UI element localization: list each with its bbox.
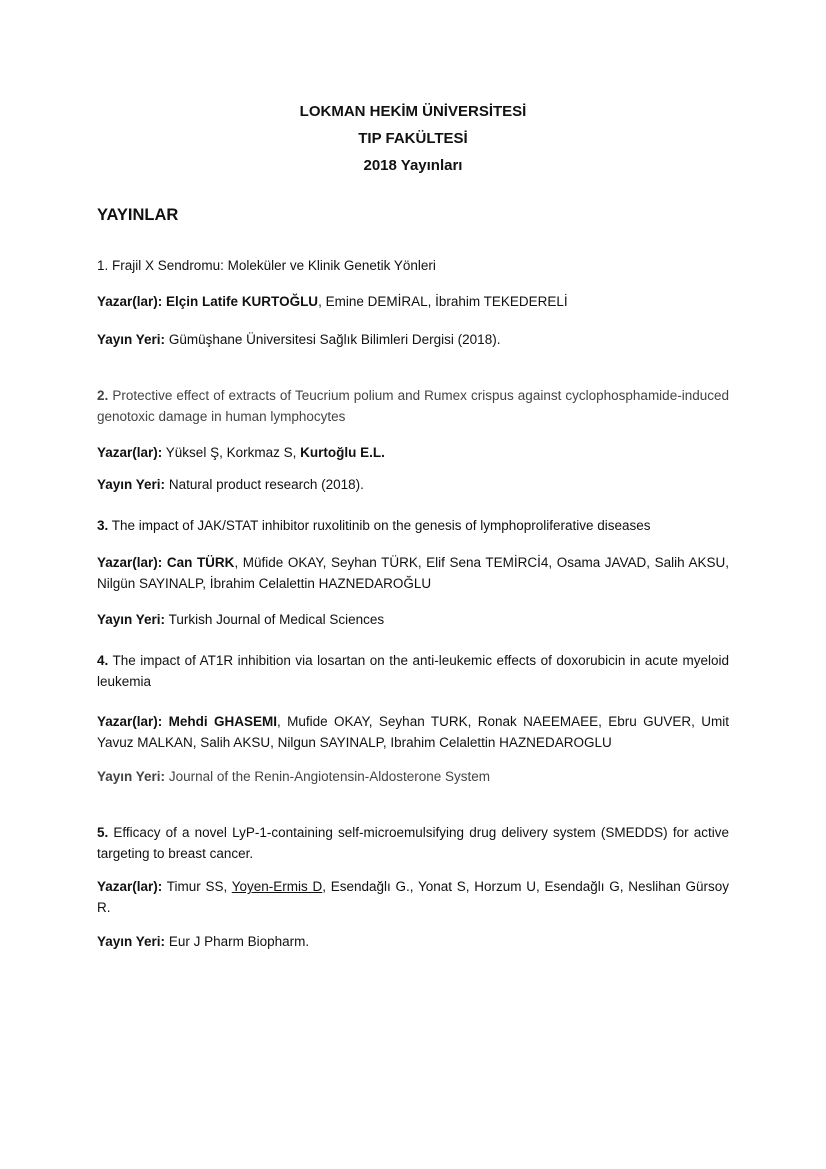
venue-text: Eur J Pharm Biopharm. <box>168 934 310 949</box>
authors-rest: , Emine DEMİRAL, İbrahim TEKEDERELİ <box>318 294 568 309</box>
publication-number: 4. <box>97 653 109 668</box>
publication-2-venue <box>97 474 729 495</box>
publication-3-authors <box>97 552 729 594</box>
publication-title: The impact of JAK/STAT inhibitor ruxolitinib on the genesis of lymphoproliferative diseases <box>111 518 651 533</box>
author-highlight: Mehdi GHASEMI <box>168 714 278 729</box>
section-title: YAYINLAR <box>97 206 179 224</box>
venue-label: Yayın Yeri: <box>97 612 166 627</box>
authors-rest: , Mufide OKAY, Seyhan TURK, Ronak NAEEMAEE, Ebru GUVER, Umit Yavuz MALKAN, Salih AKSU, Nilgun SAYINALP, Ibrahim Celalettin HAZNEDAROGLU <box>97 714 729 750</box>
publication-title: Frajil X Sendromu: Moleküler ve Klinik Genetik Yönleri <box>112 258 436 273</box>
author-highlight: Can TÜRK <box>166 555 235 570</box>
publication-4-authors <box>97 711 729 753</box>
publication-5-authors <box>97 876 729 918</box>
publication-number: 2. <box>97 388 109 403</box>
publication-2-title-line <box>97 385 729 427</box>
publication-number: 1. <box>97 258 109 273</box>
publication-1-authors <box>97 291 729 312</box>
authors-lead: Yüksel Ş, Korkmaz S, <box>165 445 297 460</box>
authors-label: Yazar(lar): <box>97 879 163 894</box>
publication-title: Efficacy of a novel LyP-1-containing self-microemulsifying drug delivery system (SMEDDS) for active targeting to breast cancer. <box>97 825 729 861</box>
venue-text: Gümüşhane Üniversitesi Sağlık Bilimleri Dergisi (2018). <box>168 332 501 347</box>
venue-text: Journal of the Renin-Angiotensin-Aldosterone System <box>168 769 491 784</box>
publication-number: 5. <box>97 825 109 840</box>
publication-4-venue <box>97 766 729 787</box>
university-name: LOKMAN HEKİM ÜNİVERSİTESİ <box>299 103 527 120</box>
author-highlight: Elçin Latife KURTOĞLU <box>166 294 319 309</box>
venue-label: Yayın Yeri: <box>97 769 166 784</box>
venue-text: Natural product research (2018). <box>168 477 364 492</box>
publication-title: The impact of AT1R inhibition via losartan on the anti-leukemic effects of doxorubicin in acute myeloid leukemia <box>97 653 729 689</box>
authors-label: Yazar(lar): <box>97 294 163 309</box>
publication-number: 3. <box>97 518 109 533</box>
authors-label: Yazar(lar): <box>97 445 163 460</box>
venue-label: Yayın Yeri: <box>97 934 166 949</box>
venue-label: Yayın Yeri: <box>97 477 166 492</box>
publication-title: Protective effect of extracts of Teucrium polium and Rumex crispus against cyclophosphamide-induced genotoxic damage in human lymphocytes <box>97 388 729 424</box>
publication-5-venue <box>97 931 729 952</box>
publication-4-title-line <box>97 650 729 692</box>
publication-2-authors <box>97 442 729 463</box>
authors-label: Yazar(lar): <box>97 555 163 570</box>
faculty-name: TIP FAKÜLTESİ <box>358 130 468 147</box>
publication-5-title-line <box>97 822 729 864</box>
venue-text: Turkish Journal of Medical Sciences <box>168 612 385 627</box>
authors-lead: Timur SS, <box>166 879 228 894</box>
publication-1-title-line <box>97 255 729 276</box>
author-highlight: Kurtoğlu E.L. <box>300 445 385 460</box>
authors-rest: , Müfide OKAY, Seyhan TÜRK, Elif Sena TEMİRCİ4, Osama JAVAD, Salih AKSU, Nilgün SAYINALP, İbrahim Celalettin HAZNEDAROĞLU <box>97 555 729 591</box>
year-title: 2018 Yayınları <box>363 157 463 174</box>
publication-3-venue <box>97 609 729 630</box>
venue-label: Yayın Yeri: <box>97 332 166 347</box>
authors-label: Yazar(lar): <box>97 714 163 729</box>
author-highlight: Yoyen-Ermis D <box>231 879 323 894</box>
publication-3-title-line <box>97 515 729 536</box>
publication-1-venue <box>97 329 729 350</box>
authors-rest: , Esendağlı G., Yonat S, Horzum U, Esendağlı G, Neslihan Gürsoy R. <box>97 879 730 915</box>
